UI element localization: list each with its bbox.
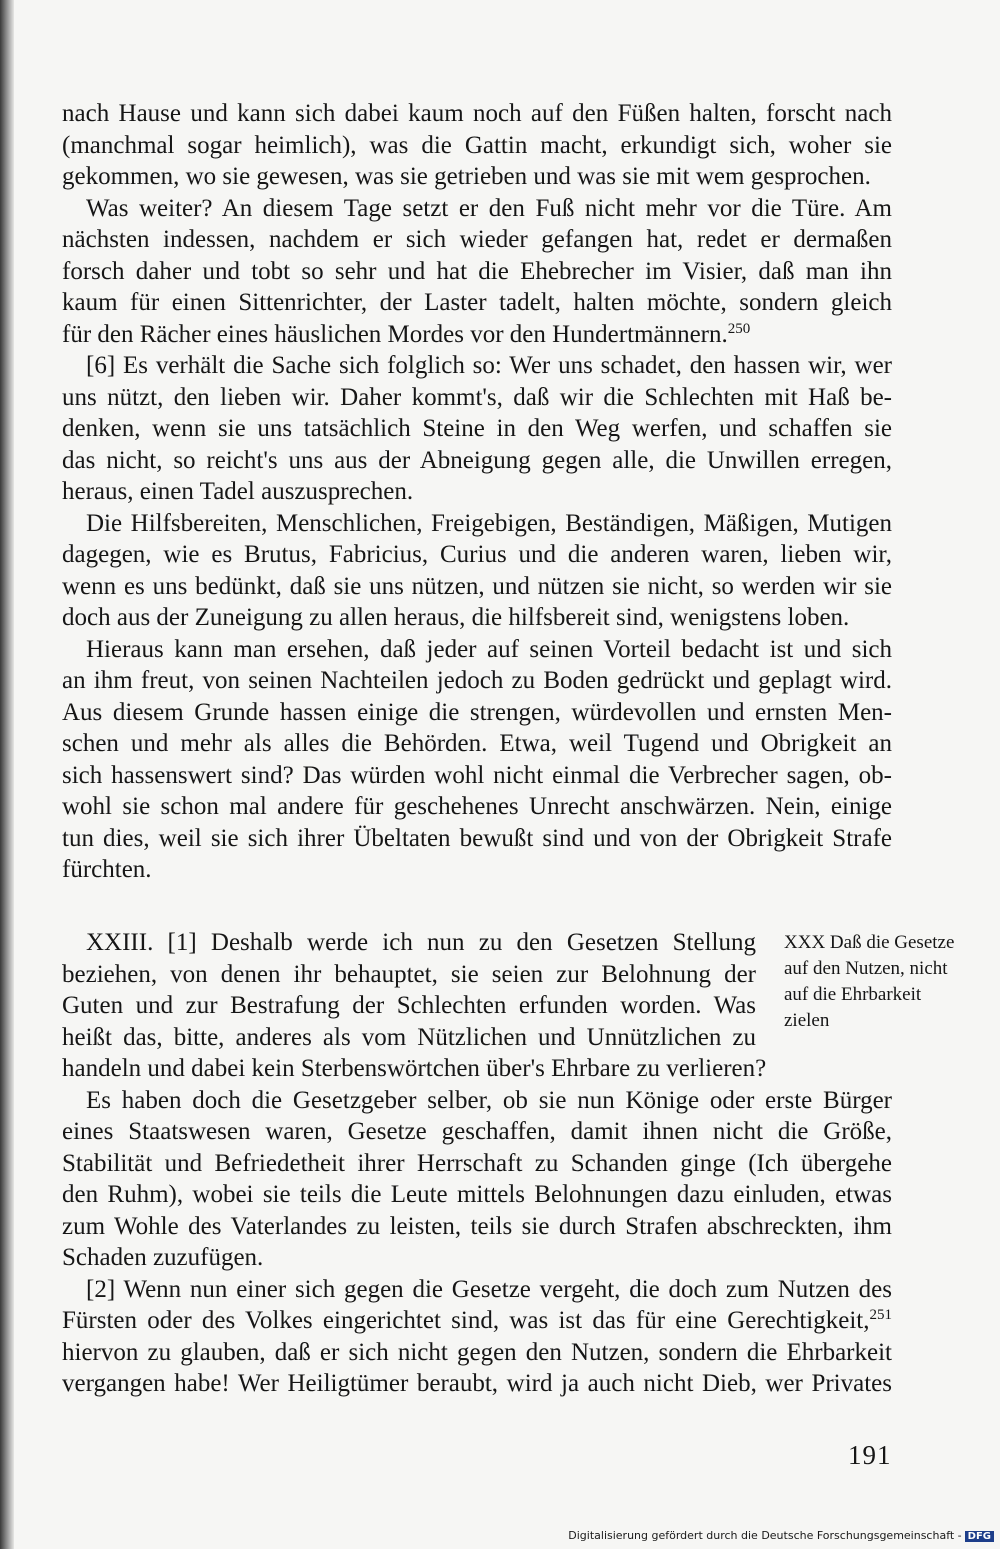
text-line: wohl sie schon mal andere für geschehenes Unrecht anschwärzen. Nein, einige <box>62 793 892 820</box>
text-line: Es haben doch die Gesetzgeber selber, ob sie nun Könige oder erste Bürger <box>86 1086 892 1114</box>
dfg-logo: DFG <box>965 1531 994 1542</box>
margin-note-line: zielen <box>784 1010 830 1031</box>
text-line: vergangen habe! Wer Heiligtümer beraubt, wird ja auch nicht Dieb, wer Privates <box>62 1370 892 1397</box>
footnote-250: 250 <box>727 320 751 337</box>
body-text <box>62 98 892 886</box>
text-line: Was weiter? An diesem Tage setzt er den Fuß nicht mehr vor die Türe. Am <box>86 194 892 222</box>
body-text-continued <box>62 1053 892 1400</box>
text-line: Aus diesem Grunde hassen einige die strengen, würdevollen und ernsten Men- <box>62 698 892 726</box>
text-line: an ihm freut, von seinen Nachteilen jedoch zu Boden gedrückt und geplagt wird. <box>62 667 892 694</box>
text-line: dagegen, wie es Brutus, Fabricius, Curius und die anderen waren, lieben wir, <box>62 541 892 568</box>
text-line: eines Staatswesen waren, Gesetze geschaffen, damit ihnen nicht die Größe, <box>62 1118 892 1145</box>
text-line: gekommen, wo sie gewesen, was sie getrieben und was sie mit wem gesprochen. <box>62 163 871 190</box>
text-line: forsch daher und tobt so sehr und hat die Ehebrecher im Visier, daß man ihn <box>62 257 892 285</box>
page-edge-shadow <box>0 0 14 1549</box>
text-line <box>62 1305 892 1337</box>
text-line: [6] Es verhält die Sache sich folglich so: Wer uns schadet, den hassen wir, wer <box>86 352 892 379</box>
text-line: sich hassenswert sind? Das würden wohl nicht einmal die Verbrecher sagen, ob- <box>62 761 892 789</box>
text-line: heraus, einen Tadel auszusprechen. <box>62 478 414 505</box>
text-line: denken, wenn sie uns tatsächlich Steine in den Weg werfen, und schaffen sie <box>62 415 892 442</box>
text-line: kaum für einen Sittenrichter, der Laster tadelt, halten möchte, sondern gleich <box>62 289 892 316</box>
text-line: zum Wohle des Vaterlandes zu leisten, teils sie durch Strafen abschreckten, ihm <box>62 1212 892 1240</box>
text-line: fürchten. <box>62 856 152 883</box>
text-line: (manchmal sogar heimlich), was die Gattin macht, erkundigt sich, woher sie <box>62 131 892 159</box>
text-line: tun dies, weil sie sich ihrer Übeltaten bewußt sind und von der Obrigkeit Strafe <box>62 824 892 852</box>
page-number: 191 <box>848 1440 892 1470</box>
text-line: handeln und dabei kein Sterbenswörtchen über's Ehrbare zu verlieren? <box>62 1055 767 1082</box>
section-xxiii-opening <box>62 927 756 1053</box>
text-line: den Ruhm), wobei sie teils die Leute mittels Belohnungen dazu einluden, etwas <box>62 1181 892 1208</box>
text-line: nächsten indessen, nachdem er sich wieder gefangen hat, redet er dermaßen <box>62 226 892 253</box>
text-line: Stabilität und Befriedetheit ihrer Herrschaft zu Schanden ginge (Ich übergehe <box>62 1149 892 1177</box>
text-line: [2] Wenn nun einer sich gegen die Gesetze vergeht, die doch zum Nutzen des <box>86 1275 892 1303</box>
text-line: hiervon zu glauben, daß er sich nicht gegen den Nutzen, sondern die Ehrbarkeit <box>62 1338 892 1366</box>
margin-note-line: auf die Ehrbarkeit <box>784 984 922 1005</box>
text-line-content: für den Rächer eines häuslichen Mordes vor den Hundertmännern. <box>62 320 728 348</box>
margin-note-line: auf den Nutzen, nicht <box>784 958 948 979</box>
text-line: beziehen, von denen ihr behauptet, sie seien zur Belohnung der <box>62 960 756 988</box>
text-line: XXIII. [1] Deshalb werde ich nun zu den Gesetzen Stellung <box>86 929 756 956</box>
text-line: Guten und zur Bestrafung der Schlechten erfunden worden. Was <box>62 992 756 1019</box>
text-line: Die Hilfsbereiten, Menschlichen, Freigebigen, Beständigen, Mäßigen, Mutigen <box>86 509 892 537</box>
text-line: das nicht, so reicht's uns aus der Abneigung gegen alle, die Unwillen erregen, <box>62 446 892 474</box>
text-line: Hieraus kann man ersehen, daß jeder auf seinen Vorteil bedacht ist und sich <box>86 635 892 663</box>
text-line: Schaden zuzufügen. <box>62 1244 264 1271</box>
text-line: uns nützt, den lieben wir. Daher kommt's, daß wir die Schlechten mit Haß be- <box>62 383 892 411</box>
text-line: schen und mehr als alles die Behörden. Etwa, weil Tugend und Obrigkeit an <box>62 730 892 757</box>
digitization-footer <box>568 1529 994 1542</box>
text-line <box>62 319 892 351</box>
text-line: heißt das, bitte, anderes als vom Nützlichen und Unnützlichen zu <box>62 1023 756 1051</box>
text-line: wenn es uns bedünkt, daß sie uns nützen, und nützen sie nicht, so werden wir sie <box>62 572 892 600</box>
margin-note <box>784 930 994 1034</box>
text-line: nach Hause und kann sich dabei kaum noch auf den Füßen halten, forscht nach <box>62 100 892 127</box>
footnote-251: 251 <box>869 1307 892 1323</box>
footer-text: Digitalisierung gefördert durch die Deutsche Forschungsgemeinschaft - <box>568 1529 962 1542</box>
margin-note-line: XXX Daß die Gesetze <box>784 932 955 953</box>
text-line-content: Fürsten oder des Volkes eingerichtet sind, was ist das für eine Gerechtigkeit, <box>62 1307 870 1334</box>
text-line: doch aus der Zuneigung zu allen heraus, die hilfsbereit sind, wenigstens loben. <box>62 604 850 631</box>
